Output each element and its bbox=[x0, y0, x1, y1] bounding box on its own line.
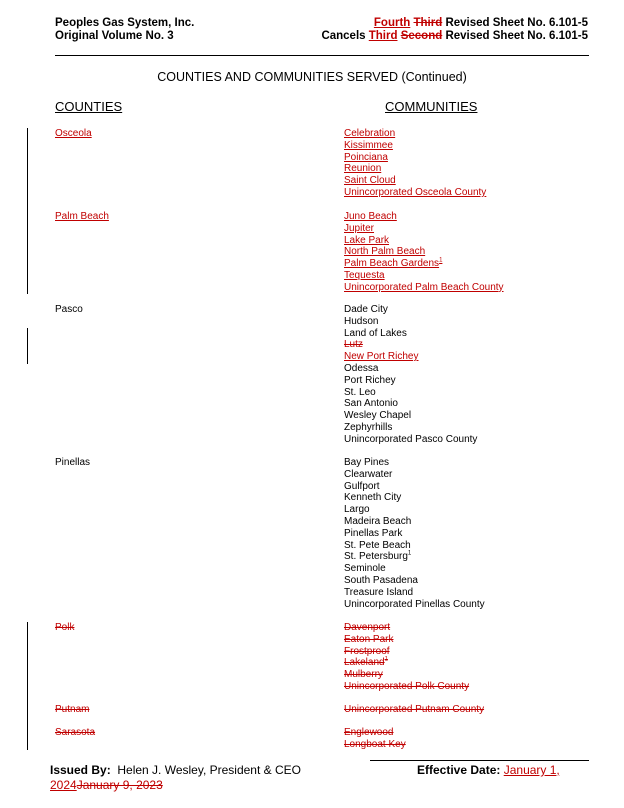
effective-date bbox=[417, 763, 560, 777]
cancels-label: Cancels bbox=[321, 30, 366, 42]
community-name: Eaton Park bbox=[344, 633, 394, 645]
community-item bbox=[344, 304, 477, 316]
cancels-sheet-text: Revised Sheet No. 6.101-5 bbox=[445, 30, 588, 42]
community-name: Clearwater bbox=[344, 468, 393, 480]
community-name: Jupiter bbox=[344, 222, 375, 234]
community-name: Poinciana bbox=[344, 151, 388, 163]
community-name: Dade City bbox=[344, 304, 388, 315]
cancels-revision-inserted: Third bbox=[368, 30, 398, 42]
footnote-marker: 1 bbox=[384, 657, 388, 664]
community-name: Madeira Beach bbox=[344, 515, 412, 527]
effective-date-inserted-year: 2024 bbox=[50, 778, 77, 792]
community-item bbox=[344, 187, 486, 199]
community-name: Wesley Chapel bbox=[344, 410, 412, 422]
community-item bbox=[344, 575, 485, 587]
community-name: Kenneth City bbox=[344, 492, 402, 504]
effective-date-continued bbox=[50, 778, 163, 792]
community-item bbox=[344, 410, 477, 422]
community-item bbox=[344, 270, 504, 282]
community-item bbox=[344, 516, 485, 528]
community-item bbox=[344, 128, 486, 140]
county-name: Pasco bbox=[55, 304, 83, 315]
community-name: Frostproof bbox=[344, 645, 390, 657]
community-item bbox=[344, 235, 504, 247]
community-item bbox=[344, 528, 485, 540]
community-item bbox=[344, 258, 504, 270]
community-name: Bay Pines bbox=[344, 457, 390, 468]
community-name: Odessa bbox=[344, 362, 379, 374]
communities-heading: COMMUNITIES bbox=[385, 99, 478, 114]
county-name: Pinellas bbox=[55, 457, 91, 468]
community-item bbox=[344, 175, 486, 187]
community-name: New Port Richey bbox=[344, 351, 419, 363]
community-item bbox=[344, 387, 477, 399]
community-item bbox=[344, 646, 469, 658]
issued-by-name: Helen J. Wesley, President & CEO bbox=[117, 763, 301, 777]
cancels-revision-deleted: Second bbox=[400, 30, 443, 42]
community-list bbox=[344, 457, 485, 610]
community-item bbox=[344, 657, 469, 669]
community-item bbox=[344, 351, 477, 363]
issued-by bbox=[50, 763, 301, 777]
community-name: Unincorporated Putnam County bbox=[344, 704, 485, 715]
county-name: Sarasota bbox=[55, 727, 96, 738]
community-item bbox=[344, 492, 485, 504]
community-item bbox=[344, 481, 485, 493]
revision-bar bbox=[27, 622, 28, 750]
community-item bbox=[344, 634, 469, 646]
community-item bbox=[344, 469, 485, 481]
community-item bbox=[344, 152, 486, 164]
community-name: South Pasadena bbox=[344, 574, 418, 586]
community-list bbox=[344, 727, 406, 751]
community-item bbox=[344, 422, 477, 434]
community-item bbox=[344, 587, 485, 599]
community-item bbox=[344, 622, 469, 634]
sheet-number bbox=[374, 17, 588, 30]
community-item bbox=[344, 328, 477, 340]
page-title: COUNTIES AND COMMUNITIES SERVED (Continued) bbox=[157, 70, 467, 84]
community-name: Mulberry bbox=[344, 669, 383, 681]
community-item bbox=[344, 599, 485, 611]
community-item bbox=[344, 457, 485, 469]
revision-bar bbox=[27, 328, 28, 364]
community-item bbox=[344, 316, 477, 328]
community-item bbox=[344, 727, 406, 739]
cancels-sheet bbox=[321, 30, 588, 43]
community-item bbox=[344, 398, 477, 410]
community-list bbox=[344, 622, 469, 693]
community-item bbox=[344, 540, 485, 552]
community-name: Saint Cloud bbox=[344, 175, 396, 187]
county-name: Osceola bbox=[55, 128, 92, 139]
community-name: Reunion bbox=[344, 163, 382, 175]
community-name: Tequesta bbox=[344, 269, 385, 281]
community-item bbox=[344, 504, 485, 516]
volume-number: Original Volume No. 3 bbox=[55, 30, 174, 42]
community-name: San Antonio bbox=[344, 398, 398, 410]
community-item bbox=[344, 434, 477, 446]
community-item bbox=[344, 563, 485, 575]
community-name: North Palm Beach bbox=[344, 246, 426, 258]
community-item bbox=[344, 669, 469, 681]
county-name: Polk bbox=[55, 622, 75, 633]
sheet-number-text: Revised Sheet No. 6.101-5 bbox=[445, 17, 588, 29]
footer-rule bbox=[370, 760, 589, 761]
community-name: St. Petersburg bbox=[344, 551, 408, 563]
community-list bbox=[344, 128, 486, 199]
effective-date-deleted: January 9, 2023 bbox=[76, 778, 163, 792]
revision-bar bbox=[27, 128, 28, 294]
community-item bbox=[344, 140, 486, 152]
community-name: Unincorporated Pinellas County bbox=[344, 598, 485, 610]
community-list bbox=[344, 211, 504, 294]
effective-date-label: Effective Date: bbox=[417, 763, 501, 777]
community-item bbox=[344, 163, 486, 175]
community-name: Longboat Key bbox=[344, 738, 406, 750]
community-name: Englewood bbox=[344, 727, 394, 738]
community-item bbox=[344, 223, 504, 235]
community-name: Unincorporated Palm Beach County bbox=[344, 281, 504, 293]
community-name: Lake Park bbox=[344, 234, 390, 246]
community-name: Celebration bbox=[344, 128, 396, 139]
community-item bbox=[344, 681, 469, 693]
community-list bbox=[344, 304, 477, 446]
community-item bbox=[344, 363, 477, 375]
sheet-revision-inserted: Fourth bbox=[373, 17, 411, 29]
community-name: Gulfport bbox=[344, 480, 380, 492]
counties-heading: COUNTIES bbox=[55, 99, 123, 114]
company-name: Peoples Gas System, Inc. bbox=[55, 17, 195, 29]
community-name: Lakeland bbox=[344, 657, 385, 669]
community-name: St. Leo bbox=[344, 386, 376, 398]
community-name: Largo bbox=[344, 504, 370, 516]
community-list bbox=[344, 704, 484, 716]
community-name: Kissimmee bbox=[344, 139, 393, 151]
county-name: Putnam bbox=[55, 704, 90, 715]
community-name: Zephyrhills bbox=[344, 421, 393, 433]
community-item bbox=[344, 282, 504, 294]
community-name: Unincorporated Polk County bbox=[344, 680, 470, 692]
community-item bbox=[344, 375, 477, 387]
county-name: Palm Beach bbox=[55, 211, 109, 222]
community-item bbox=[344, 246, 504, 258]
community-item bbox=[344, 551, 485, 563]
community-item bbox=[344, 739, 406, 751]
community-item bbox=[344, 704, 484, 716]
header-rule bbox=[55, 55, 589, 56]
sheet-revision-deleted: Third bbox=[413, 17, 443, 29]
effective-date-inserted: January 1, bbox=[503, 763, 560, 777]
community-name: Unincorporated Pasco County bbox=[344, 433, 478, 445]
community-name: St. Pete Beach bbox=[344, 539, 411, 551]
community-name: Treasure Island bbox=[344, 586, 414, 598]
community-name: Hudson bbox=[344, 315, 379, 327]
community-name: Davenport bbox=[344, 622, 391, 633]
community-name: Pinellas Park bbox=[344, 527, 403, 539]
community-name: Port Richey bbox=[344, 374, 396, 386]
community-name: Land of Lakes bbox=[344, 327, 407, 339]
footnote-marker: 1 bbox=[407, 551, 412, 558]
community-name: Unincorporated Osceola County bbox=[344, 186, 487, 198]
community-item bbox=[344, 211, 504, 223]
issued-by-label: Issued By: bbox=[50, 763, 111, 777]
community-item bbox=[344, 339, 477, 351]
community-name: Juno Beach bbox=[344, 211, 397, 222]
community-name: Palm Beach Gardens bbox=[344, 258, 440, 270]
community-name: Lutz bbox=[344, 339, 363, 351]
community-name: Seminole bbox=[344, 563, 386, 575]
footnote-marker: 1 bbox=[439, 257, 443, 264]
